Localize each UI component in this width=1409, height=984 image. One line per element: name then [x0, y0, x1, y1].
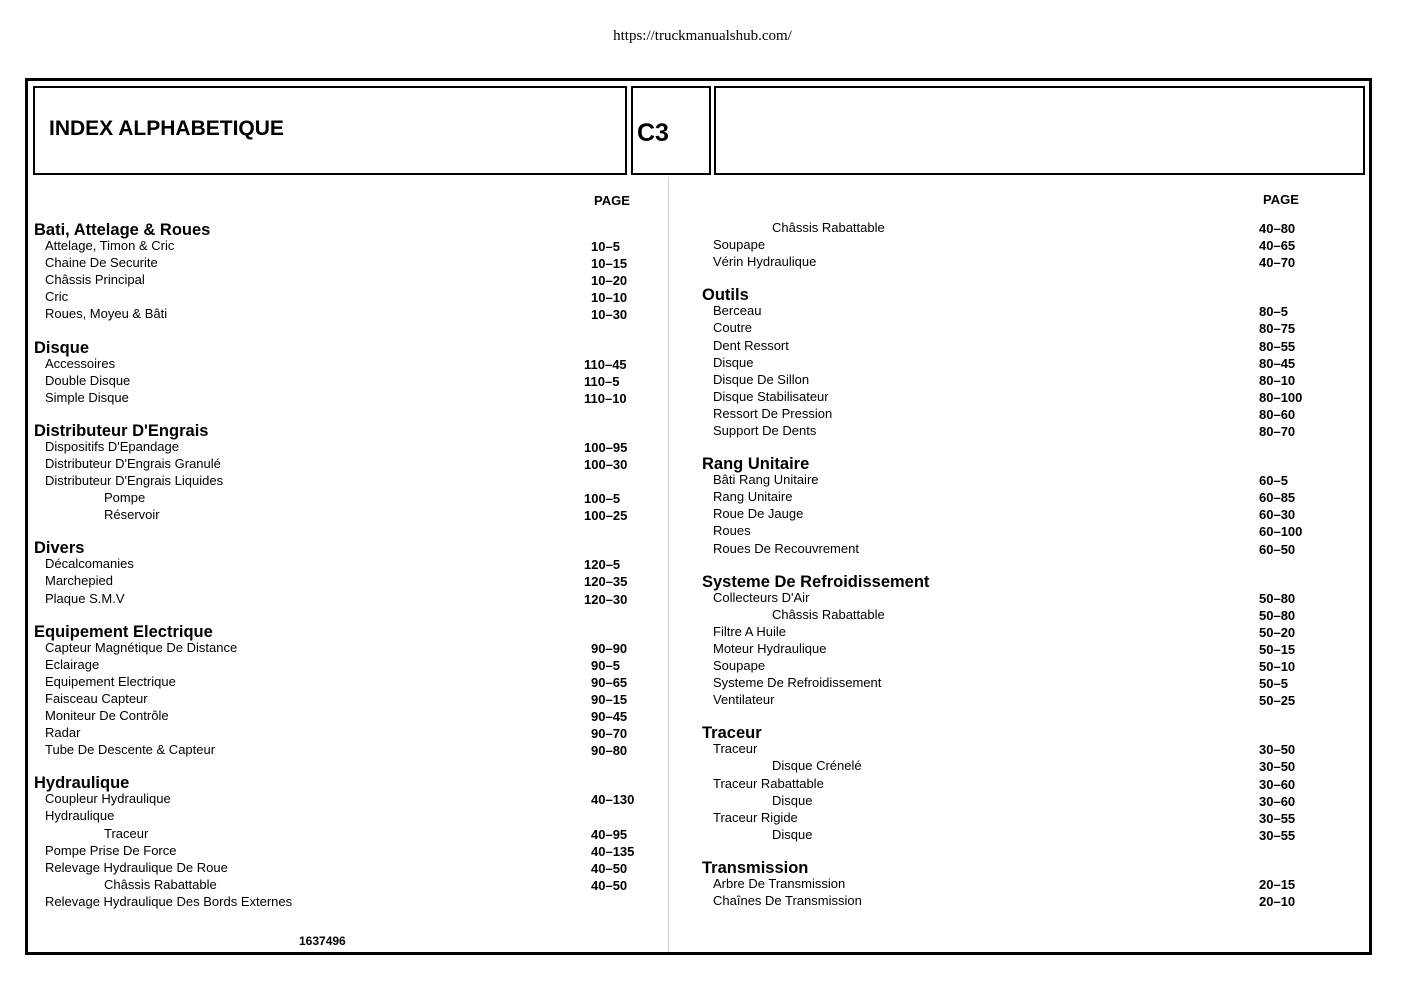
index-entry: Relevage Hydraulique De Roue: [45, 859, 228, 875]
page-reference: 40–50: [591, 877, 628, 893]
page-reference: 90–65: [591, 674, 628, 690]
page-reference: 30–55: [1259, 827, 1296, 843]
index-subentry: Châssis Rabattable: [772, 606, 885, 622]
index-entry: Cric: [45, 289, 69, 305]
page-reference: 90–70: [591, 726, 628, 742]
page-reference: 60–50: [1259, 541, 1296, 557]
index-entry: Double Disque: [45, 372, 131, 388]
page-reference: 80–45: [1259, 355, 1296, 371]
section-heading: Divers: [34, 539, 85, 558]
index-entry: Simple Disque: [45, 389, 129, 405]
page-reference: 40–70: [1259, 255, 1296, 271]
page-reference: 30–50: [1259, 759, 1296, 775]
index-entry: Equipement Electrique: [45, 673, 176, 689]
page-reference: 100–95: [584, 439, 628, 455]
page-reference: 80–55: [1259, 338, 1296, 354]
index-entry: Traceur Rabattable: [713, 775, 824, 791]
index-entry: Roues, Moyeu & Bâti: [45, 306, 168, 322]
index-entry: Marchepied: [45, 573, 113, 589]
page-title: INDEX ALPHABETIQUE: [49, 117, 284, 140]
section-heading: Rang Unitaire: [702, 455, 810, 474]
page-column-label-left: PAGE: [594, 193, 630, 208]
section-heading: Hydraulique: [34, 774, 130, 793]
page-reference: 90–90: [591, 640, 628, 656]
section-heading: Distributeur D'Engrais: [34, 421, 209, 440]
index-entry: Relevage Hydraulique Des Bords Externes: [45, 893, 293, 909]
index-entry: Moteur Hydraulique: [713, 640, 827, 656]
page-reference: 50–25: [1259, 693, 1296, 709]
index-entry: Coupleur Hydraulique: [45, 791, 171, 807]
section-code-box: [631, 86, 711, 175]
page-reference: 30–60: [1259, 776, 1296, 792]
index-entry: Pompe Prise De Force: [45, 842, 177, 858]
page-reference: 120–35: [584, 574, 628, 590]
index-entry: Plaque S.M.V: [45, 590, 125, 606]
section-heading: Bati, Attelage & Roues: [34, 221, 211, 239]
page-reference: 90–80: [591, 743, 628, 759]
index-entry: Support De Dents: [713, 423, 817, 438]
page-reference: 10–30: [591, 307, 628, 323]
index-entry: Roues: [713, 523, 751, 539]
index-entry: Ressort De Pression: [713, 405, 833, 421]
page-reference: 110–10: [584, 390, 627, 406]
page-reference: 90–15: [591, 691, 628, 707]
index-entry: Traceur: [713, 741, 758, 757]
page-reference: 90–45: [591, 709, 628, 724]
page-reference: 50–20: [1259, 624, 1296, 640]
index-entry: Roue De Jauge: [713, 506, 804, 522]
index-entry: Rang Unitaire: [713, 489, 793, 505]
page-column-label-right: PAGE: [1263, 192, 1299, 207]
page-reference: 50–80: [1259, 607, 1296, 623]
index-entry: Arbre De Transmission: [713, 875, 846, 891]
index-entry: Chaînes De Transmission: [713, 893, 862, 908]
section-heading: Systeme De Refroidissement: [702, 572, 930, 591]
index-entry: Distributeur D'Engrais Granulé: [45, 455, 221, 471]
index-subentry: Disque Crénelé: [772, 758, 862, 774]
index-entry: Disque Stabilisateur: [713, 388, 829, 404]
section-heading: Traceur: [702, 724, 762, 743]
section-heading: Outils: [702, 286, 749, 305]
page-reference: 40–95: [591, 826, 628, 842]
index-entry: Soupape: [713, 658, 766, 673]
page-reference: 80–70: [1259, 424, 1296, 439]
index-subentry: Châssis Rabattable: [104, 876, 217, 892]
column-divider: [668, 177, 669, 952]
page-reference: 50–5: [1259, 676, 1288, 692]
page-reference: 50–80: [1259, 590, 1296, 606]
index-entry: Disque De Sillon: [713, 371, 810, 387]
page-reference: 60–85: [1259, 490, 1296, 506]
index-entry: Systeme De Refroidissement: [713, 675, 882, 691]
index-entry: Ventilateur: [713, 692, 775, 708]
index-entry: Chaine De Securite: [45, 255, 158, 271]
index-entry: Collecteurs D'Air: [713, 589, 810, 605]
index-entry: Tube De Descente & Capteur: [45, 742, 216, 758]
index-entry: Attelage, Timon & Cric: [45, 238, 175, 253]
page-reference: 110–5: [584, 373, 620, 389]
index-subentry: Réservoir: [104, 507, 160, 523]
index-entry: Radar: [45, 725, 81, 741]
index-subentry: Disque: [772, 792, 813, 808]
section-code: C3: [637, 119, 669, 147]
index-entry: Faisceau Capteur: [45, 690, 148, 706]
page-reference: 60–5: [1259, 473, 1288, 489]
page-reference: 10–20: [591, 273, 628, 289]
page-reference: 40–65: [1259, 238, 1296, 254]
title-box: [33, 86, 627, 175]
index-entry: Eclairage: [45, 656, 100, 672]
page-reference: 20–10: [1259, 894, 1296, 909]
index-entry: Traceur Rigide: [713, 809, 798, 825]
page-reference: 30–60: [1259, 793, 1296, 809]
page-reference: 50–10: [1259, 659, 1296, 674]
index-entry: Dent Ressort: [713, 337, 789, 353]
index-entry: Hydraulique: [45, 808, 115, 824]
index-entry: Décalcomanies: [45, 556, 134, 572]
index-subentry: Pompe: [104, 490, 146, 506]
section-heading: Equipement Electrique: [34, 622, 213, 641]
section-heading: Transmission: [702, 858, 809, 877]
index-entry: Accessoires: [45, 355, 116, 371]
index-entry: Dispositifs D'Epandage: [45, 438, 179, 454]
index-subentry: Traceur: [104, 825, 149, 841]
document-number: 1637496: [299, 934, 346, 948]
page-reference: 10–5: [591, 239, 620, 254]
page-reference: 40–135: [591, 843, 635, 859]
page-reference: 40–130: [591, 792, 635, 808]
page-reference: 120–5: [584, 557, 621, 573]
page-reference: 40–50: [591, 860, 628, 876]
page-reference: 10–10: [591, 290, 628, 306]
index-entry: Châssis Principal: [45, 272, 145, 288]
page-reference: 50–15: [1259, 641, 1296, 657]
source-url: https://truckmanualshub.com/: [613, 28, 792, 44]
index-entry: Distributeur D'Engrais Liquides: [45, 473, 224, 488]
page-reference: 80–10: [1259, 372, 1296, 388]
blank-header-box: [714, 86, 1365, 175]
page-reference: 20–15: [1259, 876, 1296, 892]
page-reference: 40–80: [1259, 221, 1296, 236]
index-page-frame: [25, 78, 1372, 955]
index-entry: Bâti Rang Unitaire: [713, 472, 819, 488]
page-reference: 80–100: [1259, 389, 1303, 405]
page-reference: 60–100: [1259, 524, 1303, 540]
index-entry: Berceau: [713, 303, 762, 319]
page-reference: 110–45: [584, 356, 627, 372]
page-reference: 10–15: [591, 256, 628, 272]
index-entry: Soupape: [713, 237, 766, 253]
page-reference: 80–5: [1259, 304, 1288, 320]
page-reference: 30–50: [1259, 742, 1296, 758]
page-reference: 80–60: [1259, 406, 1296, 422]
page-reference: 80–75: [1259, 321, 1296, 337]
index-subentry: Châssis Rabattable: [772, 220, 885, 235]
index-entry: Disque: [713, 354, 754, 370]
section-heading: Disque: [34, 338, 90, 357]
page-reference: 30–55: [1259, 810, 1296, 826]
index-entry: Roues De Recouvrement: [713, 540, 859, 556]
page-reference: 100–30: [584, 456, 628, 472]
index-entry: Moniteur De Contrôle: [45, 708, 169, 723]
index-entry: Coutre: [713, 320, 753, 336]
index-entry: Capteur Magnétique De Distance: [45, 639, 238, 655]
page-reference: 100–5: [584, 491, 621, 507]
index-subentry: Disque: [772, 826, 813, 842]
page-reference: 60–30: [1259, 507, 1296, 523]
index-entry: Filtre A Huile: [713, 623, 786, 639]
page-reference: 100–25: [584, 508, 628, 524]
index-entry: Vérin Hydraulique: [713, 254, 817, 270]
page-reference: 90–5: [591, 657, 620, 673]
page-reference: 120–30: [584, 591, 628, 607]
